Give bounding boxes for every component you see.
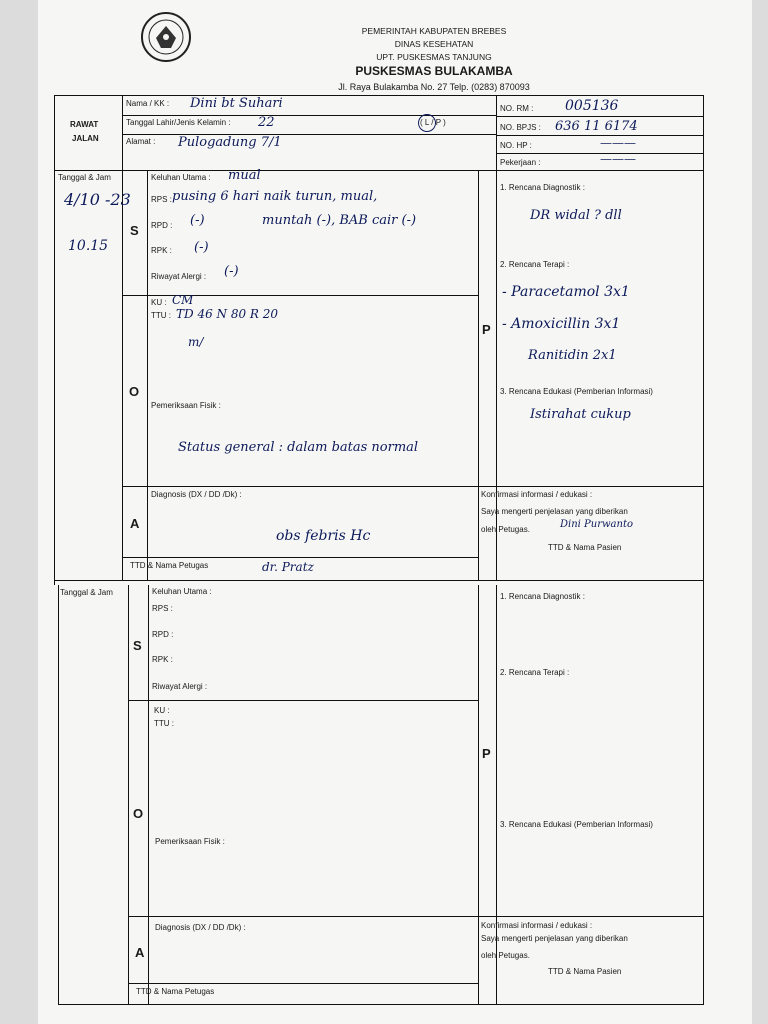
ku-label-1: KU : (151, 298, 167, 307)
visit1-terapi-1: - Paracetamol 3x1 (502, 284, 630, 300)
no-bpjs-value: 636 11 6174 (555, 119, 638, 134)
ttd-pasien-label-1: TTD & Nama Pasien (548, 543, 622, 552)
header-line-2: DINAS KESEHATAN (394, 39, 474, 49)
section-p-2: P (482, 746, 491, 761)
tanggal-jam-label-1: Tanggal & Jam (58, 173, 111, 182)
regency-seal-logo (138, 8, 194, 66)
rencana-diagnostik-label-2: 1. Rencana Diagnostik : (500, 592, 585, 601)
diagnosis-label-1: Diagnosis (DX / DD /Dk) : (151, 490, 242, 499)
konfirmasi-label-2: Konfirmasi informasi / edukasi : (481, 921, 593, 930)
header-title: PUSKESMAS BULAKAMBA (355, 64, 513, 78)
visit1-ku: CM (172, 293, 194, 307)
visit1-edukasi: Istirahat cukup (530, 407, 631, 422)
diagnosis-label-2: Diagnosis (DX / DD /Dk) : (155, 923, 246, 932)
ttd-petugas-label-2: TTD & Nama Petugas (136, 987, 215, 996)
no-rm-value: 005136 (565, 98, 619, 114)
rpd-label-2: RPD : (152, 630, 174, 639)
ttd-pasien-label-2: TTD & Nama Pasien (548, 967, 622, 976)
fisik-label-2: Pemeriksaan Fisik : (155, 837, 225, 846)
nama-value: Dini bt Suhari (190, 96, 283, 111)
rpk-label-1: RPK : (151, 246, 172, 255)
ttu-label-1: TTU : (151, 311, 171, 320)
saya-mengerti-1: Saya mengerti penjelasan yang diberikan (481, 507, 628, 516)
alamat-value: Pulogadung 7/1 (178, 135, 282, 150)
header-line-1: PEMERINTAH KABUPATEN BREBES (361, 26, 507, 36)
section-s-2: S (133, 638, 142, 653)
section-p-1: P (482, 322, 491, 337)
rps-label-2: RPS : (152, 604, 173, 613)
visit1-rps-cont: muntah (-), BAB cair (-) (262, 213, 417, 228)
alamat-label: Alamat : (126, 137, 156, 146)
rpk-label-2: RPK : (152, 655, 173, 664)
visit1-rpk: (-) (194, 240, 209, 255)
visit1-rencana-diagnostik: DR widal ? dll (530, 208, 622, 223)
rencana-terapi-label-2: 2. Rencana Terapi : (500, 668, 570, 677)
keluhan-label-1: Keluhan Utama : (151, 173, 211, 182)
oleh-petugas-1: oleh Petugas. (481, 525, 530, 534)
gender-circle-mark (418, 114, 436, 132)
alergi-label-2: Riwayat Alergi : (152, 682, 208, 691)
keluhan-label-2: Keluhan Utama : (152, 587, 212, 596)
visit1-tanggal: 4/10 -23 (64, 190, 131, 209)
visit1-rpd: (-) (190, 213, 205, 228)
visit1-terapi-2: - Amoxicillin 3x1 (502, 316, 621, 332)
visit1-ttu: TD 46 N 80 R 20 (176, 307, 279, 321)
visit1-ttu-cont: m/ (188, 335, 204, 349)
tgl-lahir-value: 22 (258, 115, 275, 130)
pekerjaan-label: Pekerjaan : (500, 158, 541, 167)
section-o-1: O (129, 384, 140, 399)
jalan-label: JALAN (72, 134, 99, 143)
visit1-diagnosis: obs febris Hc (276, 528, 371, 544)
rencana-edukasi-label-1: 3. Rencana Edukasi (Pemberian Informasi) (500, 387, 653, 396)
rencana-diagnostik-label-1: 1. Rencana Diagnostik : (500, 183, 585, 192)
tgl-lahir-label: Tanggal Lahir/Jenis Kelamin : (126, 118, 231, 127)
section-o-2: O (133, 806, 144, 821)
visit1-rps: pusing 6 hari naik turun, mual, (172, 189, 378, 204)
header-address: Jl. Raya Bulakamba No. 27 Telp. (0283) 870093 (338, 82, 530, 92)
no-rm-label: NO. RM : (500, 104, 534, 113)
section-a-2: A (135, 945, 145, 960)
saya-mengerti-2: Saya mengerti penjelasan yang diberikan (481, 934, 628, 943)
visit1-pasien-signature: Dini Purwanto (560, 519, 633, 530)
section-s-1: S (130, 223, 139, 238)
tanggal-jam-label-2: Tanggal & Jam (60, 588, 113, 597)
visit1-petugas: dr. Pratz (262, 560, 314, 574)
visit1-terapi-3: Ranitidin 2x1 (528, 348, 617, 363)
alergi-label-1: Riwayat Alergi : (151, 272, 207, 281)
visit1-jam: 10.15 (68, 238, 109, 254)
header-line-3: UPT. PUSKESMAS TANJUNG (376, 52, 492, 62)
konfirmasi-label-1: Konfirmasi informasi / edukasi : (481, 490, 593, 499)
rawat-label: RAWAT (70, 120, 99, 129)
visit1-keluhan: mual (228, 168, 261, 183)
fisik-label-1: Pemeriksaan Fisik : (151, 401, 221, 410)
rencana-terapi-label-1: 2. Rencana Terapi : (500, 260, 570, 269)
oleh-petugas-2: oleh Petugas. (481, 951, 530, 960)
ttd-petugas-label-1: TTD & Nama Petugas (130, 561, 209, 570)
no-hp-label: NO. HP : (500, 141, 532, 150)
rencana-edukasi-label-2: 3. Rencana Edukasi (Pemberian Informasi) (500, 820, 653, 829)
nama-label: Nama / KK : (126, 99, 170, 108)
rpd-label-1: RPD : (151, 221, 173, 230)
no-bpjs-label: NO. BPJS : (500, 123, 541, 132)
ttu-label-2: TTU : (154, 719, 174, 728)
no-hp-value: ——— (600, 136, 636, 150)
rps-label-1: RPS : (151, 195, 172, 204)
visit1-fisik: Status general : dalam batas normal (178, 440, 419, 455)
ku-label-2: KU : (154, 706, 170, 715)
pekerjaan-value: ——— (600, 152, 636, 166)
section-a-1: A (130, 516, 140, 531)
gender-option: ( L / P ) (420, 118, 446, 127)
visit1-alergi: (-) (224, 264, 239, 279)
